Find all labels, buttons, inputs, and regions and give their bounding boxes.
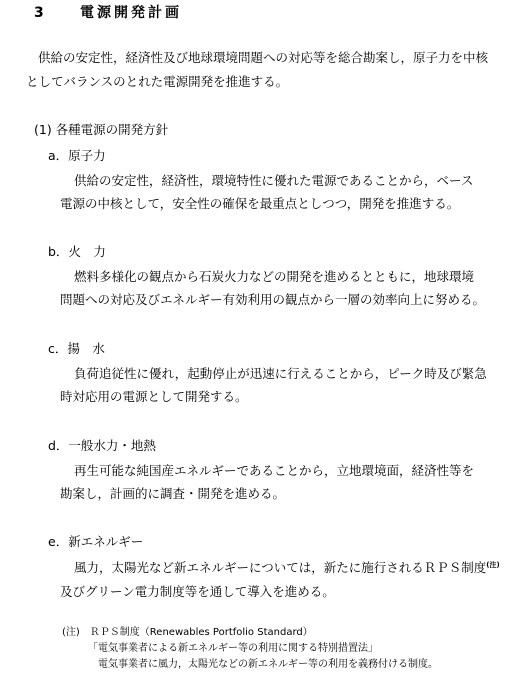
item-text-b-2: 問題への対応及びエネルギー有効利用の観点から一層の効率向上に努める。	[60, 292, 486, 307]
item-text-a-2: 電源の中核として，安全性の確保を最重点としつつ，開発を推進する。	[60, 196, 460, 211]
intro-line-1: 供給の安定性，経済性及び地球環境問題への対応等を総合勘案し，原子力を中核	[38, 50, 489, 65]
intro-line-2: としてバランスのとれた電源開発を推進する。	[26, 74, 289, 89]
item-text-e-1-body: 風力，太陽光など新エネルギーについては，新たに施行されるＲＰＳ制度	[74, 560, 487, 575]
section-label: (1) 各種電源の開発方針	[34, 122, 169, 137]
note-line-3: 電気事業者に風力，太陽光などの新エネルギー等の利用を義務付ける制度。	[98, 659, 438, 670]
heading-number: 3	[34, 5, 45, 21]
footnote-mark: (注)	[486, 560, 500, 569]
item-label-c: c．揚 水	[48, 341, 105, 356]
item-text-b-1: 燃料多様化の観点から石炭火力などの開発を進めるとともに，地球環境	[74, 269, 475, 284]
item-label-b: b．火 力	[48, 244, 106, 259]
item-text-d-2: 勘案し，計画的に調査・開発を進める。	[60, 486, 286, 501]
page-heading	[30, 6, 182, 20]
note-line-1: (注) ＲＰＳ制度（Renewables Portfolio Standard）	[62, 627, 313, 638]
item-text-c-1: 負荷追従性に優れ，起動停止が迅速に行えることから，ピーク時及び緊急	[74, 366, 487, 381]
item-label-a: a．原子力	[48, 148, 106, 163]
item-label-e: e．新エネルギー	[48, 534, 144, 549]
heading-title: 電源開発計画	[80, 5, 182, 21]
item-text-e-1	[74, 562, 500, 575]
note-line-2: 「電気事業者による新エネルギー等の利用に関する特別措置法」	[88, 643, 378, 654]
item-text-e-2: 及びグリーン電力制度等を通して導入を進める。	[60, 584, 335, 599]
item-text-a-1: 供給の安定性，経済性，環境特性に優れた電源であることから，ベース	[74, 173, 474, 188]
item-text-c-2: 時対応用の電源として開発する。	[60, 389, 248, 404]
item-text-d-1: 再生可能な純国産エネルギーであることから，立地環境面，経済性等を	[74, 463, 475, 478]
item-label-d: d．一般水力・地熱	[48, 438, 156, 453]
